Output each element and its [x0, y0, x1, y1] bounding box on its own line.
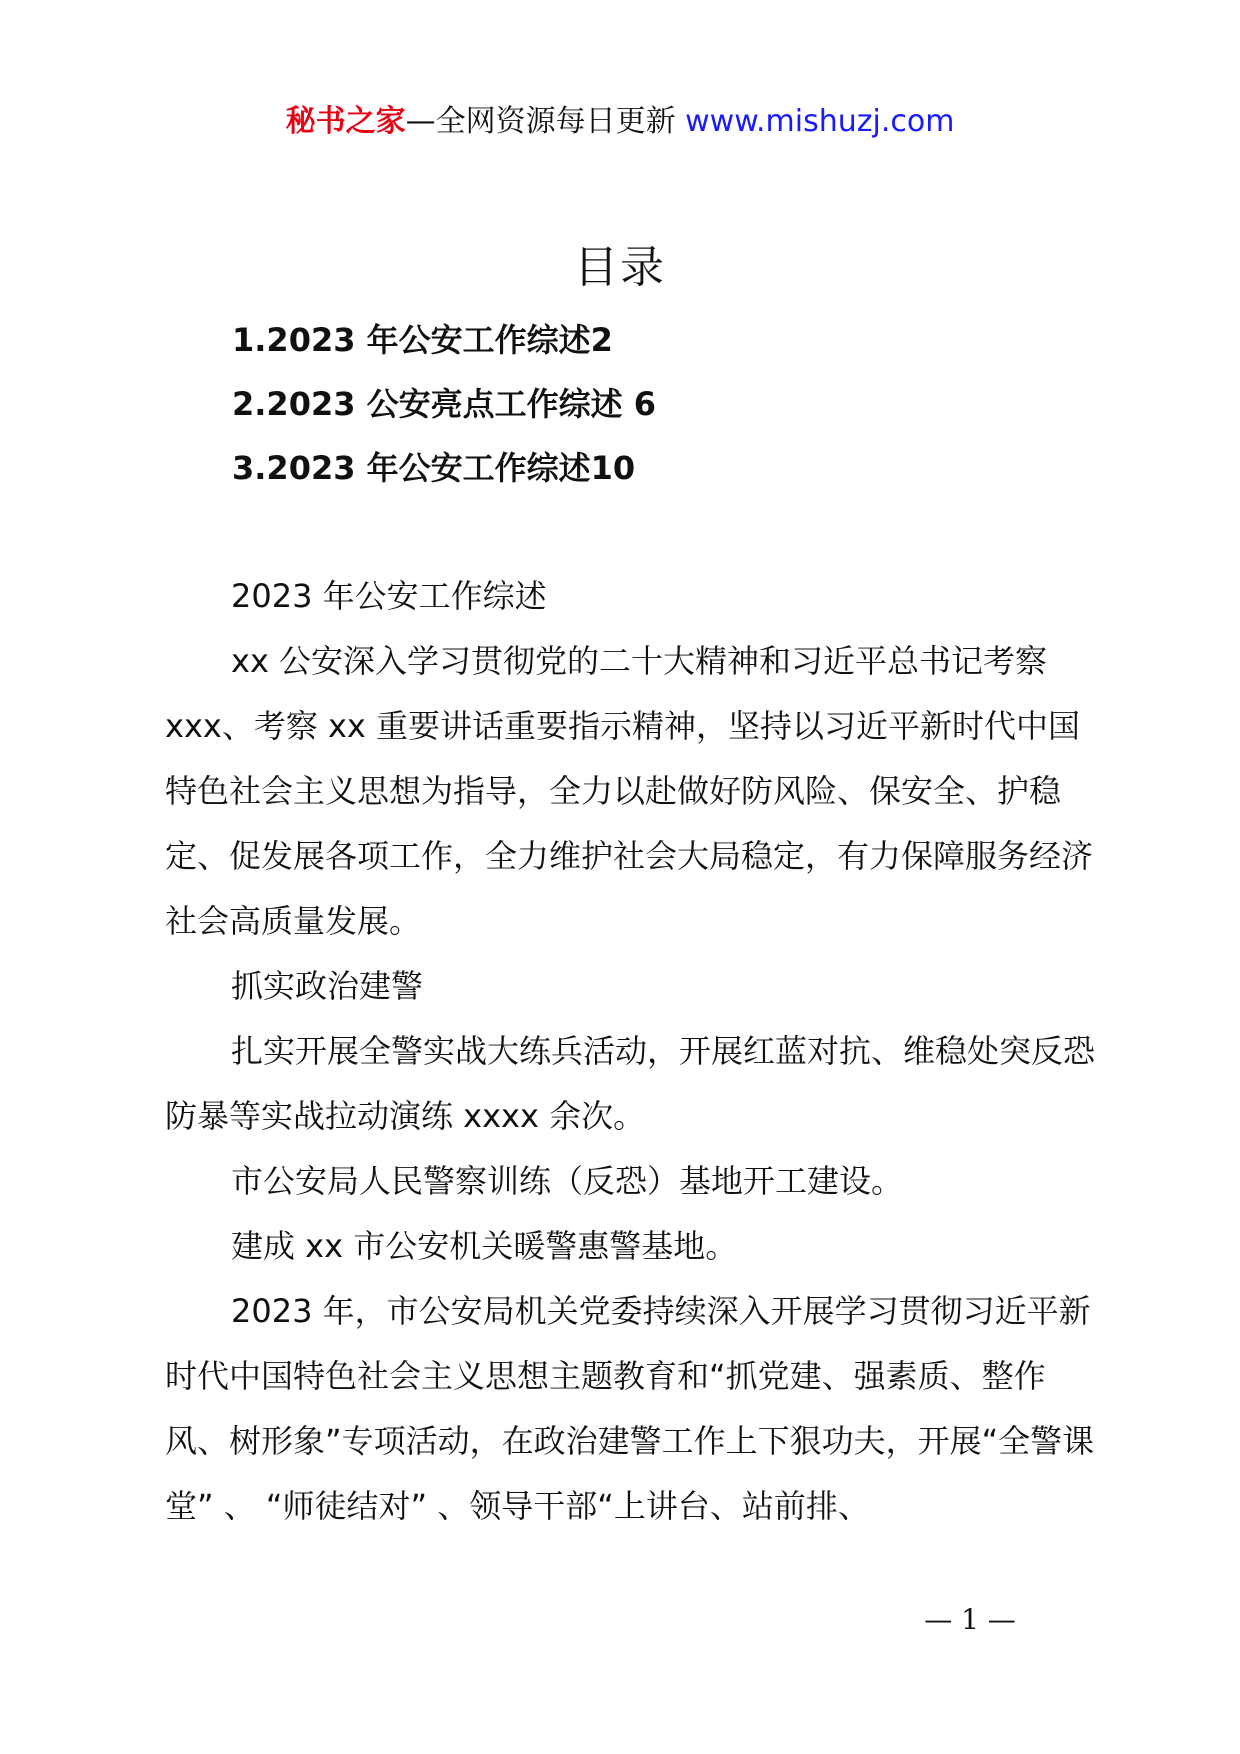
article-title: 2023 年公安工作综述 — [231, 577, 547, 615]
paragraph-party-committee: 2023 年，市公安局机关党委持续深入开展学习贯彻习近平新时代中国特色社会主义思想主题教育和“抓党建、强素质、整作风、树形象”专项活动，在政治建警工作上下狠功夫，开展“全警课堂” 、 “师徒结对” 、领导干部“上讲台、站前排、 — [165, 1292, 1095, 1525]
paragraph-care-base: 建成 xx 市公安机关暖警惠警基地。 — [231, 1227, 738, 1265]
table-of-contents — [232, 308, 1132, 500]
toc-item-2[interactable]: 2.2023 公安亮点工作综述 6 — [232, 385, 657, 423]
site-url-link[interactable]: www.mishuzj.com — [685, 104, 955, 139]
header-tagline: 全网资源每日更新 — [435, 104, 676, 139]
toc-title: 目录 — [574, 242, 666, 293]
toc-item-3[interactable]: 3.2023 年公安工作综述10 — [232, 449, 636, 487]
header-dash: — — [405, 104, 436, 139]
toc-item-1[interactable]: 1.2023 年公安工作综述2 — [232, 321, 613, 359]
paragraph-base: 市公安局人民警察训练（反恐）基地开工建设。 — [231, 1162, 904, 1200]
section-heading: 抓实政治建警 — [231, 967, 424, 1005]
paragraph-intro: xx 公安深入学习贯彻党的二十大精神和习近平总书记考察 xxx、考察 xx 重要讲话重要指示精神，坚持以习近平新时代中国特色社会主义思想为指导，全力以赴做好防风险、保安全、护稳定、促发展各项工作，全力维护社会大局稳定，有力保障服务经济社会高质量发展。 — [165, 642, 1094, 940]
article-body — [165, 564, 1095, 1539]
brand-name: 秘书之家 — [285, 104, 406, 139]
site-header — [0, 102, 1240, 142]
paragraph-training: 扎实开展全警实战大练兵活动，开展红蓝对抗、维稳处突反恐防暴等实战拉动演练 xxxx 余次。 — [165, 1032, 1096, 1135]
page-number: — 1 — — [924, 1603, 1016, 1636]
